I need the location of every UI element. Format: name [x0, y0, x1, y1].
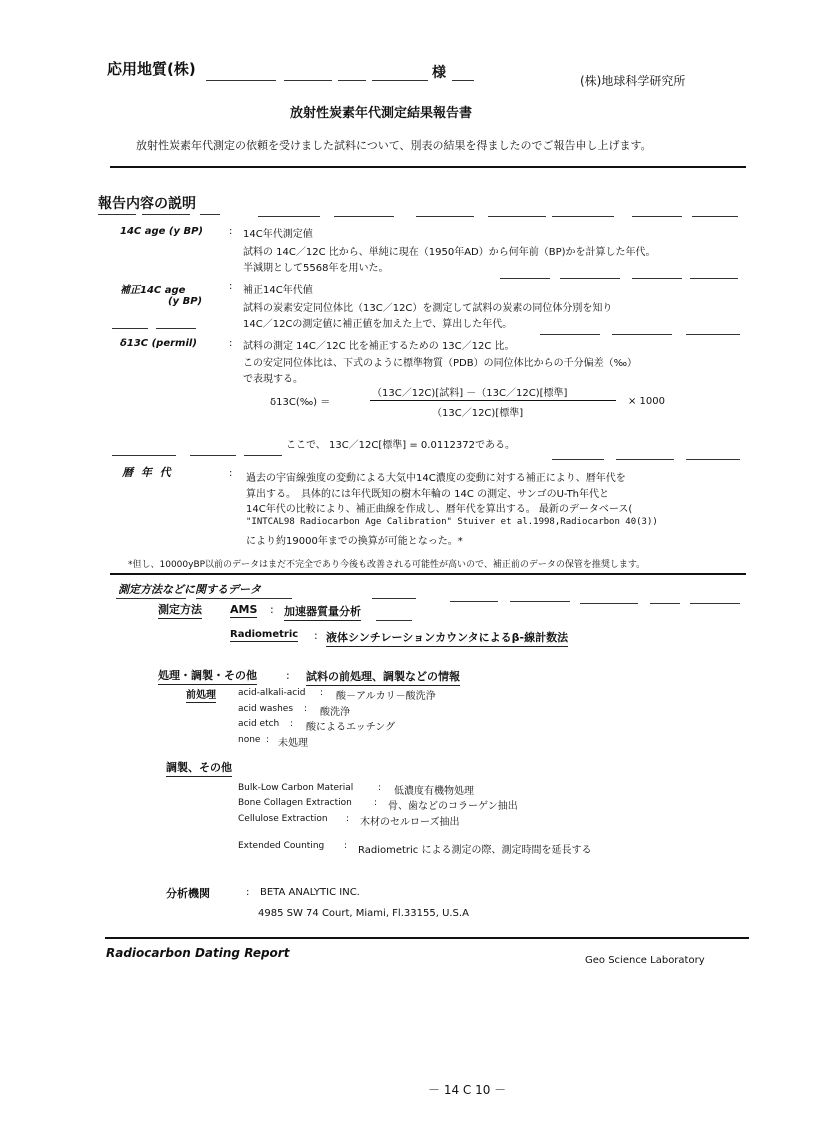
dash-line	[612, 334, 672, 335]
item-4-line-2: 算出する。 具体的には年代既知の樹木年輪の 14C の測定、サンゴのU-Th年代と	[246, 489, 610, 500]
dash-line	[200, 214, 220, 215]
dash-line	[142, 214, 190, 215]
processing-desc: 試料の前処理、調製などの情報	[306, 668, 460, 686]
method-radiometric-desc: 液体シンチレーションカウンタによるβ-線計数法	[326, 629, 568, 647]
prep-item-en: Bulk-Low Carbon Material	[238, 783, 354, 793]
dash-line	[690, 278, 738, 279]
dash-line	[258, 216, 320, 217]
dash-line	[552, 459, 604, 460]
prep-item-ja: 木材のセルローズ抽出	[360, 817, 460, 828]
blank-line	[338, 80, 366, 81]
prep-item-en: Bone Collagen Extraction	[238, 798, 352, 808]
footer-report-title: Radiocarbon Dating Report	[106, 946, 290, 960]
colon: :	[229, 468, 233, 479]
dash-line	[416, 216, 474, 217]
acid-label: 前処理	[186, 686, 216, 703]
item-3-line-2: この安定同位体比は、下式のように標準物質（PDB）の同位体比からの千分偏差（‰）	[243, 358, 638, 369]
dash-line	[376, 620, 412, 621]
dash-line	[190, 455, 236, 456]
lab-name: (株)地球科学研究所	[580, 74, 686, 88]
item-4-line-5: により約19000年までの換算が可能となった。*	[246, 536, 463, 547]
dash-line	[156, 328, 196, 329]
section-heading-method: 測定方法などに関するデータ	[118, 583, 261, 596]
acid-item-ja: 酸－アルカリ－酸洗浄	[336, 691, 436, 702]
section-heading-explanation: 報告内容の説明	[98, 196, 196, 212]
term-corrected-14c-age: 補正14C age	[120, 285, 186, 296]
acid-item-en: acid-alkali-acid	[238, 688, 306, 698]
formula-multiplier: × 1000	[628, 396, 666, 407]
honorific: 様	[432, 65, 446, 81]
dash-line	[334, 216, 394, 217]
dash-line	[450, 601, 498, 602]
item-1-line-2: 試料の 14C／12C 比から、単純に現在（1950年AD）から何年前（BP)かを計算した年代。	[243, 247, 656, 258]
method-ams: AMS	[230, 603, 258, 616]
page-title: 放射性炭素年代測定結果報告書	[290, 106, 473, 121]
dash-line	[632, 216, 682, 217]
acid-item-en: acid etch	[238, 719, 280, 729]
institution-label: 分析機関	[166, 887, 210, 900]
item-4-line-1: 過去の宇宙線強度の変動による大気中14C濃度の変動に対する補正により、暦年代を	[246, 473, 626, 484]
term-corrected-14c-age-unit: (y BP)	[168, 296, 203, 307]
footer-lab-name: Geo Science Laboratory	[585, 955, 705, 966]
institution-name: BETA ANALYTIC INC.	[260, 887, 360, 898]
item-3-line-1: 試料の測定 14C／12C 比を補正するための 13C／12C 比。	[243, 341, 515, 352]
blank-line	[206, 80, 276, 81]
dash-line	[650, 603, 680, 604]
dash-line	[488, 216, 546, 217]
divider	[110, 573, 746, 575]
item-4-line-3: 14C年代の比較により、補正曲線を作成し、暦年代を算出する。 最新のデータベース(	[246, 504, 633, 515]
acid-item-ja: 酸によるエッチング	[306, 722, 396, 733]
divider	[105, 937, 749, 939]
term-14c-age: 14C age (y BP)	[120, 226, 203, 237]
dash-line	[372, 598, 416, 599]
method-radiometric: Radiometric	[230, 629, 299, 640]
acid-item-ja: 酸洗浄	[320, 707, 350, 718]
dash-line	[112, 455, 176, 456]
fraction-bar	[370, 400, 616, 401]
formula-lhs: δ13C(‰) ＝	[270, 397, 331, 408]
blank-line	[452, 80, 474, 81]
item-2-line-1: 補正14C年代値	[243, 285, 313, 296]
acid-item-ja: 未処理	[278, 738, 308, 749]
dash-line	[632, 278, 682, 279]
formula-denominator: （13C／12C)[標準]	[432, 408, 524, 419]
colon: :	[229, 226, 233, 237]
prep-label: 調製、その他	[166, 759, 232, 777]
prep-item-ja: 骨、歯などのコラーゲン抽出	[388, 801, 518, 812]
formula-numerator: （13C／12C)[試料] －（13C／12C)[標準]	[372, 388, 568, 399]
colon: :	[229, 281, 233, 292]
page-number: － 14 C 10 －	[428, 1083, 507, 1097]
formula-note: ここで、 13C／12C[標準] = 0.0112372である。	[286, 440, 516, 451]
dash-line	[196, 598, 292, 599]
dash-line	[244, 455, 282, 456]
dash-line	[500, 278, 550, 279]
item-1-line-1: 14C年代測定値	[243, 229, 313, 240]
client-name: 応用地質(株)	[107, 60, 196, 78]
item-1-line-3: 半減期として5568年を用いた。	[243, 263, 389, 274]
method-label: 測定方法	[158, 601, 202, 619]
dash-line	[686, 459, 740, 460]
dash-line	[552, 216, 614, 217]
item-4-line-4: "INTCAL98 Radiocarbon Age Calibration" Stuiver et al.1998,Radiocarbon 40(3))	[246, 517, 658, 527]
extended-counting-ja: Radiometric による測定の際、測定時間を延長する	[358, 845, 592, 856]
dash-line	[510, 601, 570, 602]
dash-line	[116, 598, 186, 599]
term-delta-13c: δ13C (permil)	[120, 338, 197, 349]
acid-item-en: none	[238, 735, 261, 745]
dash-line	[540, 334, 600, 335]
footnote: *但し、10000yBP以前のデータはまだ不完全であり今後も改善される可能性が高いので、補正前のデータの保管を推奨します。	[128, 560, 646, 570]
prep-item-en: Cellulose Extraction	[238, 814, 328, 824]
dash-line	[686, 334, 740, 335]
dash-line	[692, 216, 738, 217]
institution-address: 4985 SW 74 Court, Miami, Fl.33155, U.S.A	[258, 908, 469, 919]
prep-item-ja: 低濃度有機物処理	[394, 786, 474, 797]
dash-line	[580, 603, 638, 604]
blank-line	[284, 80, 332, 81]
intro-text: 放射性炭素年代測定の依頼を受けました試料について、別表の結果を得ましたのでご報告申し上げます。	[136, 139, 652, 152]
dash-line	[616, 459, 674, 460]
term-calendar-age: 暦 年 代	[122, 466, 173, 479]
item-2-line-3: 14C／12Cの測定値に補正値を加えた上で、算出した年代。	[243, 319, 513, 330]
dash-line	[112, 328, 148, 329]
dash-line	[560, 278, 620, 279]
dash-line	[98, 214, 136, 215]
dash-line	[690, 603, 740, 604]
processing-label: 処理・調製・その他	[158, 667, 257, 685]
colon: :	[229, 338, 233, 349]
extended-counting-en: Extended Counting	[238, 841, 325, 851]
blank-line	[372, 80, 428, 81]
item-3-line-3: で表現する。	[243, 374, 303, 385]
divider	[110, 166, 746, 168]
acid-item-en: acid washes	[238, 704, 294, 714]
item-2-line-2: 試料の炭素安定同位体比（13C／12C）を測定して試料の炭素の同位体分別を知り	[243, 303, 613, 314]
method-ams-desc: 加速器質量分析	[284, 603, 361, 621]
